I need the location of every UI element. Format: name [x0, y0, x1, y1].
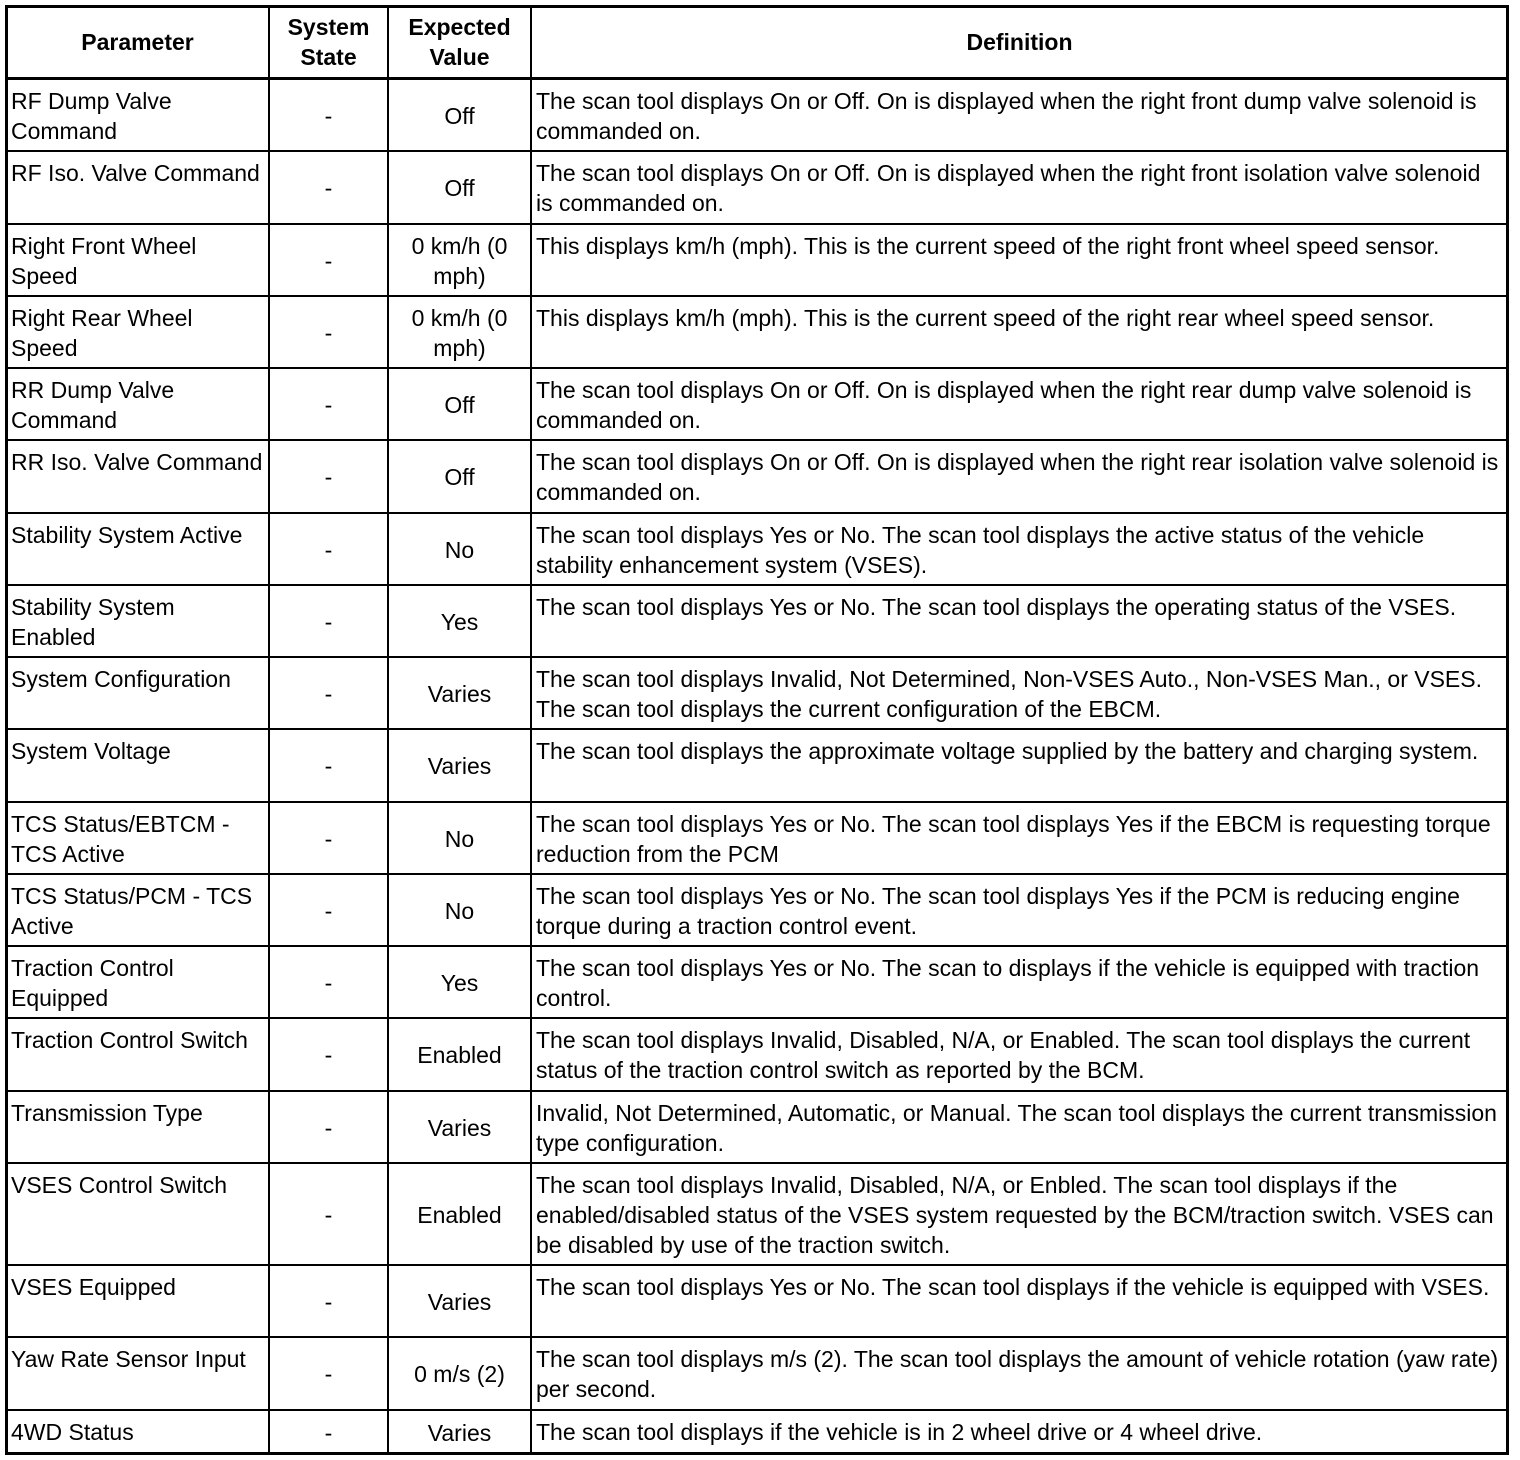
- definition-cell: The scan tool displays Yes or No. The scan tool displays Yes if the PCM is reducing engine torque during a traction control event.: [531, 874, 1508, 946]
- system-state-cell: -: [269, 224, 388, 296]
- definition-cell: The scan tool displays On or Off. On is displayed when the right rear isolation valve solenoid is commanded on.: [531, 440, 1508, 512]
- parameter-cell: Stability System Enabled: [6, 585, 269, 657]
- system-state-cell: -: [269, 657, 388, 729]
- expected-value-cell: Off: [388, 79, 531, 152]
- expected-value-cell: Yes: [388, 946, 531, 1018]
- parameter-cell: System Voltage: [6, 729, 269, 801]
- expected-value-cell: Varies: [388, 1410, 531, 1454]
- expected-value-cell: Enabled: [388, 1018, 531, 1090]
- definition-cell: This displays km/h (mph). This is the current speed of the right rear wheel speed sensor.: [531, 296, 1508, 368]
- expected-value-cell: Varies: [388, 1091, 531, 1163]
- expected-value-cell: Yes: [388, 585, 531, 657]
- expected-value-cell: Varies: [388, 729, 531, 801]
- definition-cell: The scan tool displays On or Off. On is displayed when the right rear dump valve solenoid is commanded on.: [531, 368, 1508, 440]
- parameter-cell: RF Dump Valve Command: [6, 79, 269, 152]
- definition-cell: The scan tool displays Invalid, Disabled, N/A, or Enbled. The scan tool displays if the enabled/disabled status of the VSES system requested by the BCM/traction switch. VSES can be disabled by use of the traction switch.: [531, 1163, 1508, 1265]
- definition-cell: The scan tool displays the approximate voltage supplied by the battery and charging system.: [531, 729, 1508, 801]
- definition-cell: The scan tool displays Invalid, Disabled, N/A, or Enabled. The scan tool displays the current status of the traction control switch as reported by the BCM.: [531, 1018, 1508, 1090]
- expected-value-cell: No: [388, 513, 531, 585]
- system-state-cell: -: [269, 802, 388, 874]
- definition-cell: The scan tool displays m/s (2). The scan tool displays the amount of vehicle rotation (yaw rate) per second.: [531, 1337, 1508, 1409]
- table-frame: [5, 5, 1509, 1455]
- parameter-cell: Right Rear Wheel Speed: [6, 296, 269, 368]
- definition-cell: The scan tool displays On or Off. On is displayed when the right front isolation valve solenoid is commanded on.: [531, 151, 1508, 223]
- system-state-cell: -: [269, 440, 388, 512]
- definition-cell: The scan tool displays On or Off. On is displayed when the right front dump valve solenoid is commanded on.: [531, 79, 1508, 152]
- system-state-cell: -: [269, 1265, 388, 1337]
- parameter-cell: Transmission Type: [6, 1091, 269, 1163]
- system-state-cell: -: [269, 1410, 388, 1454]
- parameter-cell: TCS Status/PCM - TCS Active: [6, 874, 269, 946]
- expected-value-cell: 0 m/s (2): [388, 1337, 531, 1409]
- header-parameter: Parameter: [6, 6, 269, 79]
- parameter-cell: TCS Status/EBTCM - TCS Active: [6, 802, 269, 874]
- expected-value-cell: Off: [388, 151, 531, 223]
- parameter-cell: Right Front Wheel Speed: [6, 224, 269, 296]
- system-state-cell: -: [269, 874, 388, 946]
- header-expected-value: Expected Value: [388, 6, 531, 79]
- parameter-cell: RR Iso. Valve Command: [6, 440, 269, 512]
- parameter-cell: RF Iso. Valve Command: [6, 151, 269, 223]
- header-system-state: System State: [269, 6, 388, 79]
- system-state-cell: -: [269, 1018, 388, 1090]
- header-definition: Definition: [531, 6, 1508, 79]
- definition-cell: The scan tool displays if the vehicle is in 2 wheel drive or 4 wheel drive.: [531, 1410, 1508, 1454]
- system-state-cell: -: [269, 513, 388, 585]
- expected-value-cell: Varies: [388, 657, 531, 729]
- expected-value-cell: Enabled: [388, 1163, 531, 1265]
- parameter-cell: 4WD Status: [6, 1410, 269, 1454]
- expected-value-cell: Off: [388, 368, 531, 440]
- expected-value-cell: Off: [388, 440, 531, 512]
- definition-cell: Invalid, Not Determined, Automatic, or Manual. The scan tool displays the current transmission type configuration.: [531, 1091, 1508, 1163]
- system-state-cell: -: [269, 296, 388, 368]
- expected-value-cell: No: [388, 874, 531, 946]
- system-state-cell: -: [269, 151, 388, 223]
- parameter-cell: Traction Control Switch: [6, 1018, 269, 1090]
- definition-cell: This displays km/h (mph). This is the current speed of the right front wheel speed sensor.: [531, 224, 1508, 296]
- expected-value-cell: 0 km/h (0 mph): [388, 224, 531, 296]
- parameter-cell: RR Dump Valve Command: [6, 368, 269, 440]
- parameter-cell: Yaw Rate Sensor Input: [6, 1337, 269, 1409]
- definition-cell: The scan tool displays Invalid, Not Determined, Non-VSES Auto., Non-VSES Man., or VSES. The scan tool displays the current configuration of the EBCM.: [531, 657, 1508, 729]
- expected-value-cell: No: [388, 802, 531, 874]
- system-state-cell: -: [269, 368, 388, 440]
- parameter-cell: System Configuration: [6, 657, 269, 729]
- expected-value-cell: Varies: [388, 1265, 531, 1337]
- definition-cell: The scan tool displays Yes or No. The scan tool displays if the vehicle is equipped with VSES.: [531, 1265, 1508, 1337]
- definition-cell: The scan tool displays Yes or No. The scan tool displays the active status of the vehicle stability enhancement system (VSES).: [531, 513, 1508, 585]
- parameter-cell: VSES Control Switch: [6, 1163, 269, 1265]
- expected-value-cell: 0 km/h (0 mph): [388, 296, 531, 368]
- definition-cell: The scan tool displays Yes or No. The scan tool displays Yes if the EBCM is requesting torque reduction from the PCM: [531, 802, 1508, 874]
- system-state-cell: -: [269, 1091, 388, 1163]
- system-state-cell: -: [269, 1337, 388, 1409]
- definition-cell: The scan tool displays Yes or No. The scan tool displays the operating status of the VSES.: [531, 585, 1508, 657]
- parameter-cell: Traction Control Equipped: [6, 946, 269, 1018]
- system-state-cell: -: [269, 1163, 388, 1265]
- parameter-cell: VSES Equipped: [6, 1265, 269, 1337]
- definition-cell: The scan tool displays Yes or No. The scan to displays if the vehicle is equipped with traction control.: [531, 946, 1508, 1018]
- system-state-cell: -: [269, 585, 388, 657]
- parameter-cell: Stability System Active: [6, 513, 269, 585]
- system-state-cell: -: [269, 79, 388, 152]
- system-state-cell: -: [269, 729, 388, 801]
- system-state-cell: -: [269, 946, 388, 1018]
